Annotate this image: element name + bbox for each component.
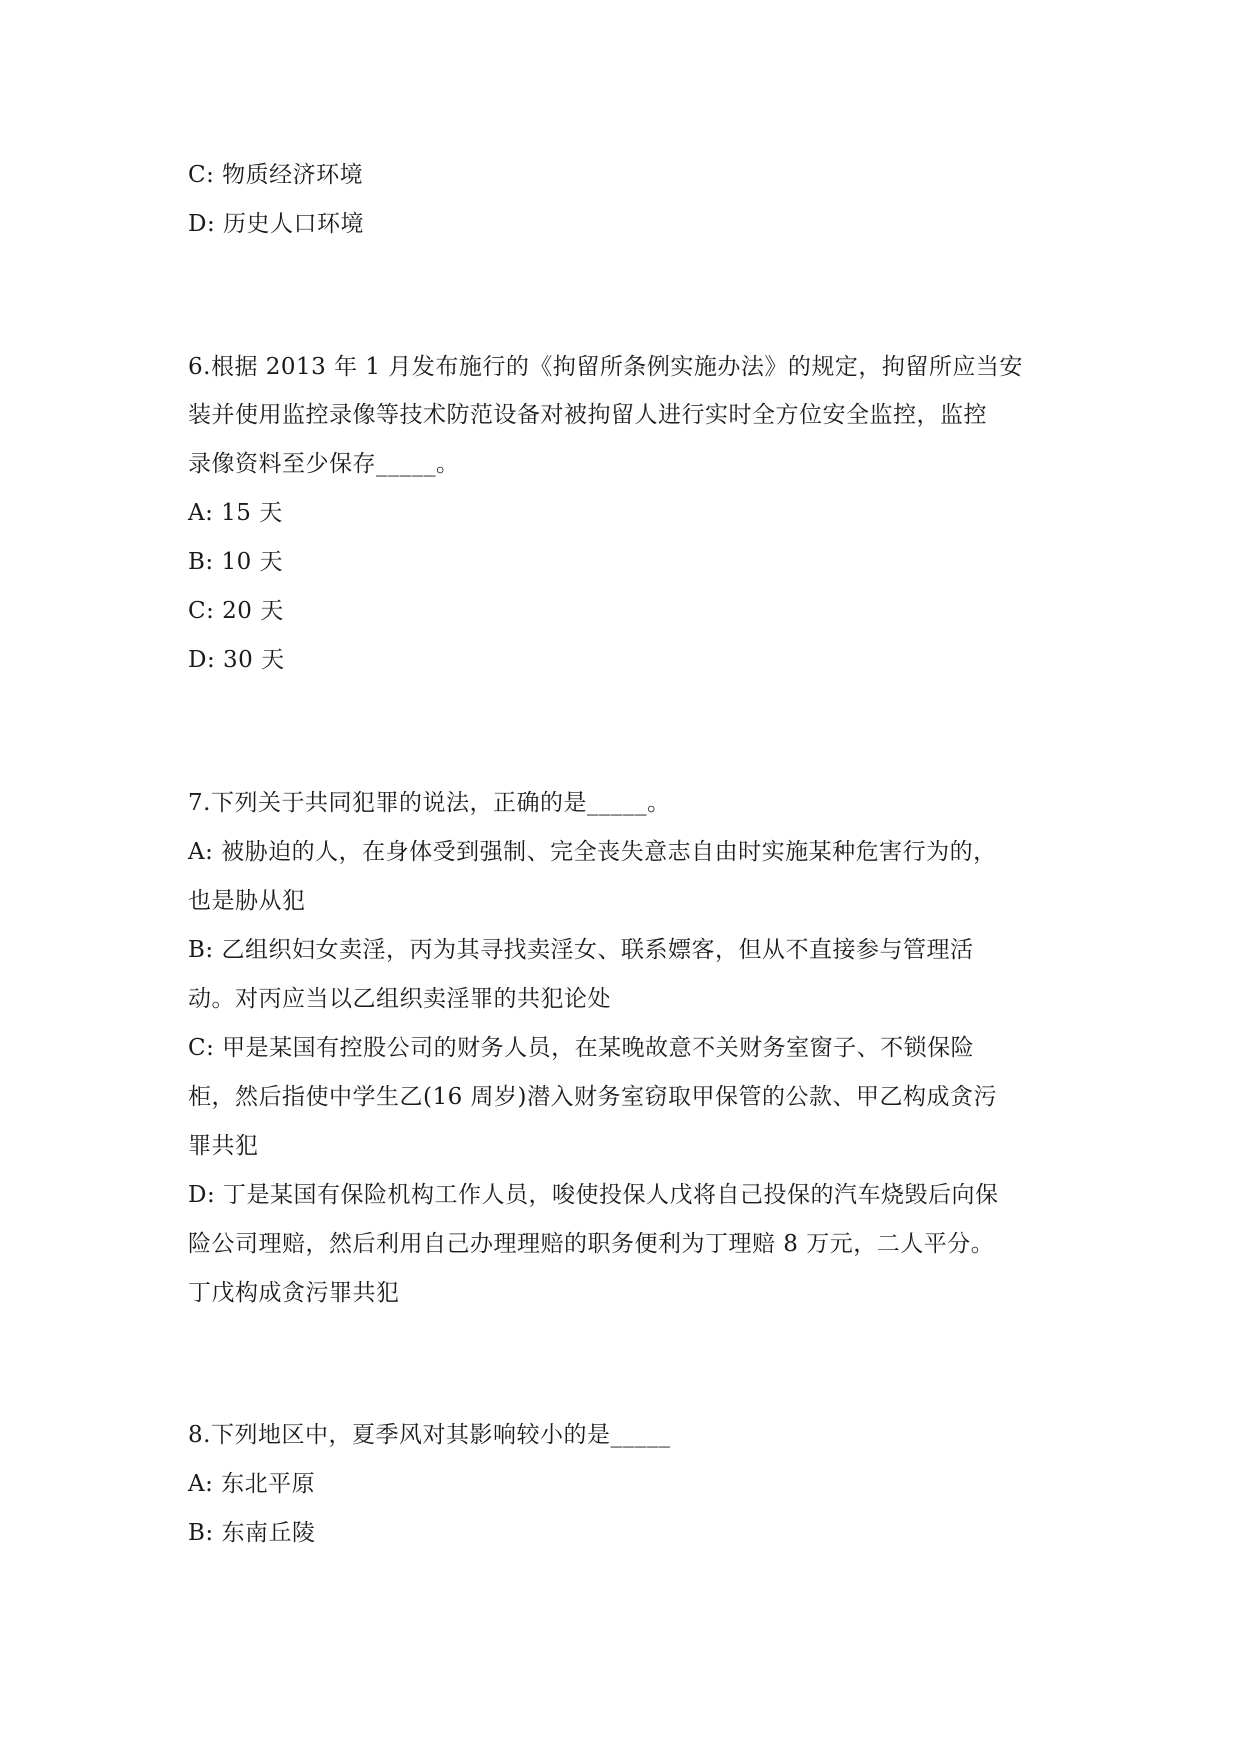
q8-stem: 8.下列地区中，夏季风对其影响较小的是_____ — [188, 1422, 671, 1448]
q7-option-a-line-1: A: 被胁迫的人，在身体受到强制、完全丧失意志自由时实施某种危害行为的， — [188, 839, 997, 865]
q7-option-a-line-2: 也是胁从犯 — [188, 888, 306, 914]
q7-option-c-line-1: C: 甲是某国有控股公司的财务人员，在某晚故意不关财务室窗子、不锁保险 — [188, 1035, 975, 1061]
q7-option-b-line-2: 动。对丙应当以乙组织卖淫罪的共犯论处 — [188, 986, 611, 1012]
q7-option-b-line-1: B: 乙组织妇女卖淫，丙为其寻找卖淫女、联系嫖客，但从不直接参与管理活 — [188, 937, 974, 963]
q7-option-d-line-1: D: 丁是某国有保险机构工作人员，唆使投保人戊将自己投保的汽车烧毁后向保 — [188, 1182, 999, 1208]
q6-stem-line-2: 装并使用监控录像等技术防范设备对被拘留人进行实时全方位安全监控，监控 — [188, 402, 987, 428]
q6-stem-line-1: 6.根据 2013 年 1 月发布施行的《拘留所条例实施办法》的规定，拘留所应当安 — [188, 354, 1023, 380]
q7-option-c-line-3: 罪共犯 — [188, 1133, 259, 1159]
q6-stem-line-3: 录像资料至少保存_____。 — [188, 451, 460, 477]
q8-option-b: B: 东南丘陵 — [188, 1520, 316, 1546]
q7-stem: 7.下列关于共同犯罪的说法，正确的是_____。 — [188, 790, 671, 816]
q6-option-c: C: 20 天 — [188, 598, 284, 624]
q8-option-a: A: 东北平原 — [188, 1471, 316, 1497]
q6-option-b: B: 10 天 — [188, 549, 284, 575]
q7-option-d-line-2: 险公司理赔，然后利用自己办理理赔的职务便利为丁理赔 8 万元，二人平分。 — [188, 1231, 995, 1257]
q7-option-c-line-2: 柜，然后指使中学生乙(16 周岁)潜入财务室窃取甲保管的公款、甲乙构成贪污 — [188, 1084, 998, 1110]
option-d-prev: D: 历史人口环境 — [188, 211, 365, 237]
q6-option-d: D: 30 天 — [188, 647, 285, 673]
q6-option-a: A: 15 天 — [188, 500, 283, 526]
option-c-prev: C: 物质经济环境 — [188, 162, 364, 188]
q7-option-d-line-3: 丁戊构成贪污罪共犯 — [188, 1280, 400, 1306]
